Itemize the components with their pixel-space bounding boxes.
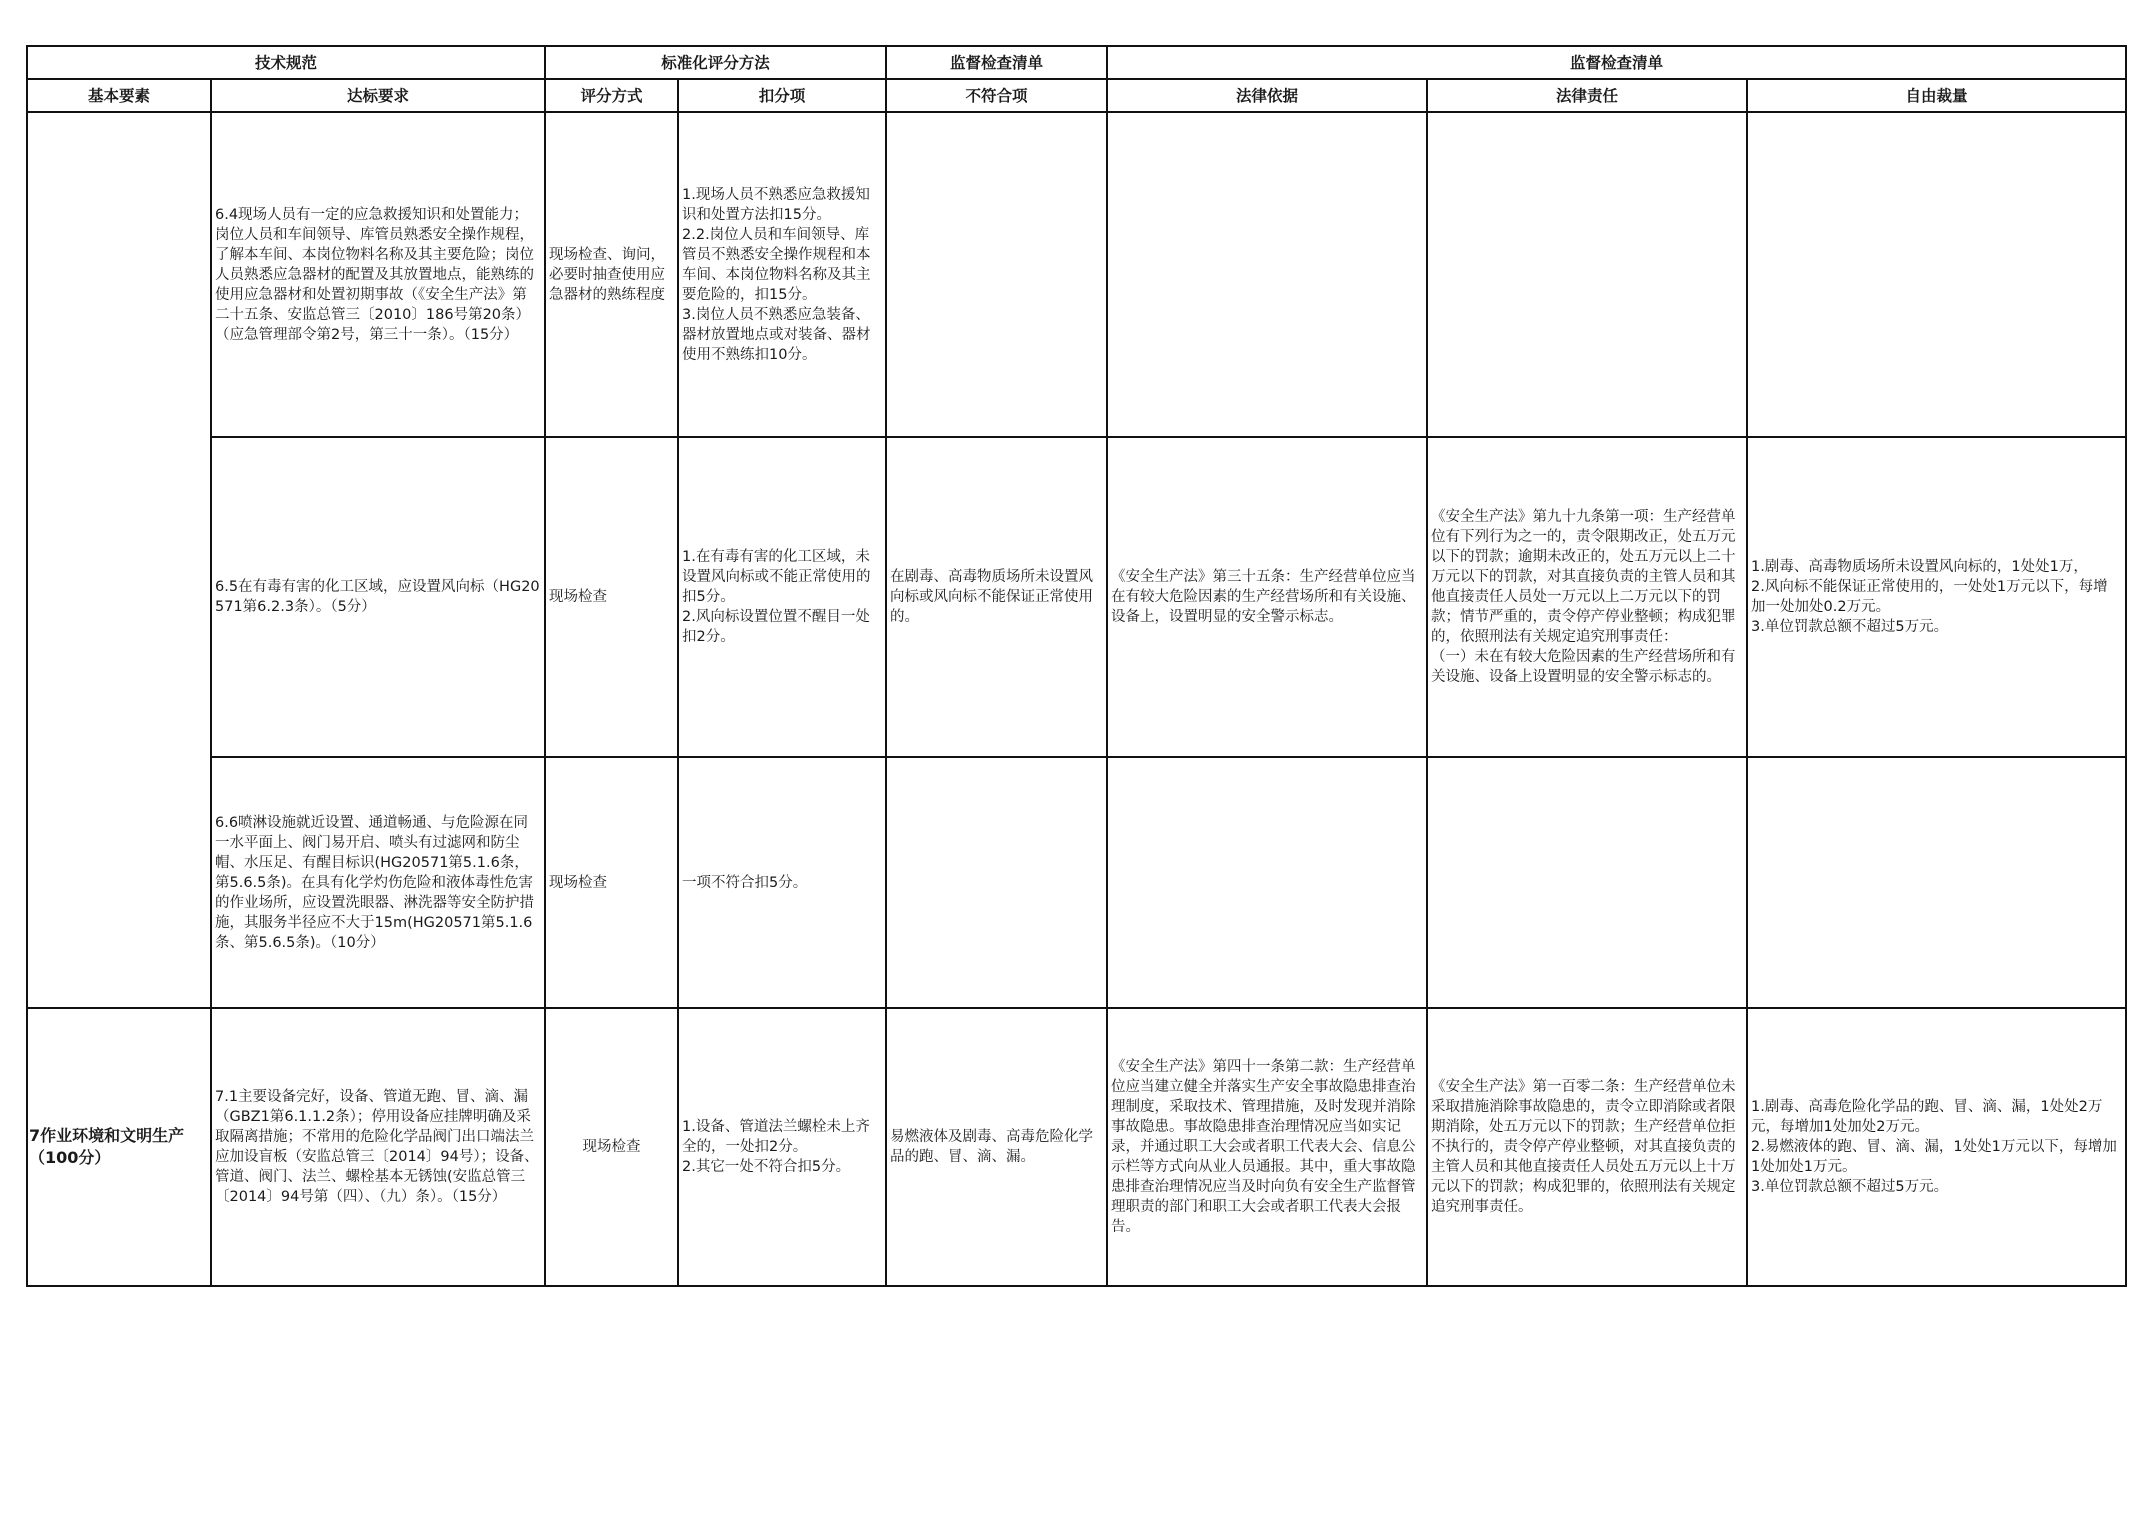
liability-cell: 《安全生产法》第一百零二条：生产经营单位未采取措施消除事故隐患的，责令立即消除或者限期消除，处五万元以下的罚款；生产经营单位拒不执行的，责令停产停业整顿，对其直接负责的主管人员和其他直接责任人员处五万元以上十万元以下的罚款；构成犯罪的，依照刑法有关规定追究刑事责任。 [1427, 1008, 1747, 1286]
col-header-discretion: 自由裁量 [1747, 79, 2126, 112]
element-cell: 7作业环境和文明生产（100分） [27, 1008, 211, 1286]
column-header-row [27, 79, 2126, 112]
group-header-scoring-method: 标准化评分方法 [545, 46, 886, 79]
deduction-cell: 1.在有毒有害的化工区域，未设置风向标或不能正常使用的扣5分。 2.风向标设置位置不醒目一处扣2分。 [678, 437, 886, 757]
table-row [27, 1008, 2126, 1286]
discretion-cell [1747, 112, 2126, 437]
liability-cell [1427, 757, 1747, 1008]
legal-basis-cell [1107, 757, 1427, 1008]
table-row [27, 437, 2126, 757]
discretion-cell: 1.剧毒、高毒危险化学品的跑、冒、滴、漏，1处处2万元，每增加1处加处2万元。 2.易燃液体的跑、冒、滴、漏，1处处1万元以下，每增加1处加处1万元。 3.单位罚款总额不超过5万元。 [1747, 1008, 2126, 1286]
deduction-cell: 1.现场人员不熟悉应急救援知识和处置方法扣15分。 2.2.岗位人员和车间领导、库管员不熟悉安全操作规程和本车间、本岗位物料名称及其主要危险的，扣15分。 3.岗位人员不熟悉应急装备、器材放置地点或对装备、器材使用不熟练扣10分。 [678, 112, 886, 437]
col-header-legal-basis: 法律依据 [1107, 79, 1427, 112]
col-header-deduction: 扣分项 [678, 79, 886, 112]
legal-basis-cell: 《安全生产法》第三十五条：生产经营单位应当在有较大危险因素的生产经营场所和有关设施、设备上，设置明显的安全警示标志。 [1107, 437, 1427, 757]
inspection-table-sheet [26, 45, 2125, 1287]
element-cell-empty [27, 112, 211, 1008]
method-cell: 现场检查 [545, 757, 678, 1008]
discretion-cell: 1.剧毒、高毒物质场所未设置风向标的，1处处1万， 2.风向标不能保证正常使用的，一处处1万元以下，每增加一处加处0.2万元。 3.单位罚款总额不超过5万元。 [1747, 437, 2126, 757]
header-group-row [27, 46, 2126, 79]
liability-cell: 《安全生产法》第九十九条第一项：生产经营单位有下列行为之一的，责令限期改正，处五万元以下的罚款；逾期未改正的，处五万元以上二十万元以下的罚款，对其直接负责的主管人员和其他直接责任人员处一万元以上二万元以下的罚款；情节严重的，责令停产停业整顿；构成犯罪的，依照刑法有关规定追究刑事责任： （一）未在有较大危险因素的生产经营场所和有关设施、设备上设置明显的安全警示标志的。 [1427, 437, 1747, 757]
deduction-cell: 一项不符合扣5分。 [678, 757, 886, 1008]
requirement-cell: 7.1主要设备完好，设备、管道无跑、冒、滴、漏（GBZ1第6.1.1.2条）；停用设备应挂牌明确及采取隔离措施；不常用的危险化学品阀门出口端法兰应加设盲板（安监总管三〔2014〕94号）；设备、管道、阀门、法兰、螺栓基本无锈蚀(安监总管三〔2014〕94号第（四）、（九）条）。（15分） [211, 1008, 545, 1286]
nonconformity-cell [886, 112, 1107, 437]
col-header-requirement: 达标要求 [211, 79, 545, 112]
discretion-cell [1747, 757, 2126, 1008]
legal-basis-cell [1107, 112, 1427, 437]
nonconformity-cell: 在剧毒、高毒物质场所未设置风向标或风向标不能保证正常使用的。 [886, 437, 1107, 757]
requirement-cell: 6.6喷淋设施就近设置、通道畅通、与危险源在同一水平面上、阀门易开启、喷头有过滤网和防尘帽、水压足、有醒目标识(HG20571第5.1.6条，第5.6.5条)。在具有化学灼伤危险和液体毒性危害的作业场所，应设置洗眼器、淋洗器等安全防护措施，其服务半径应不大于15m(HG20571第5.1.6条、第5.6.5条)。（10分） [211, 757, 545, 1008]
col-header-nonconformity: 不符合项 [886, 79, 1107, 112]
table-row [27, 757, 2126, 1008]
legal-basis-cell: 《安全生产法》第四十一条第二款：生产经营单位应当建立健全并落实生产安全事故隐患排查治理制度，采取技术、管理措施，及时发现并消除事故隐患。事故隐患排查治理情况应当如实记录，并通过职工大会或者职工代表大会、信息公示栏等方式向从业人员通报。其中，重大事故隐患排查治理情况应当及时向负有安全生产监督管理职责的部门和职工大会或者职工代表大会报告。 [1107, 1008, 1427, 1286]
requirement-cell: 6.4现场人员有一定的应急救援知识和处置能力；岗位人员和车间领导、库管员熟悉安全操作规程，了解本车间、本岗位物料名称及其主要危险；岗位人员熟悉应急器材的配置及其放置地点，能熟练的使用应急器材和处置初期事故（《安全生产法》第二十五条、安监总管三〔2010〕186号第20条）（应急管理部令第2号，第三十一条）。（15分） [211, 112, 545, 437]
method-cell: 现场检查 [545, 437, 678, 757]
group-header-inspection-list: 监督检查清单 [886, 46, 1107, 79]
requirement-cell: 6.5在有毒有害的化工区域，应设置风向标（HG20571第6.2.3条）。（5分） [211, 437, 545, 757]
group-header-tech-spec: 技术规范 [27, 46, 545, 79]
nonconformity-cell: 易燃液体及剧毒、高毒危险化学品的跑、冒、滴、漏。 [886, 1008, 1107, 1286]
liability-cell [1427, 112, 1747, 437]
method-cell: 现场检查、询问，必要时抽查使用应急器材的熟练程度 [545, 112, 678, 437]
col-header-liability: 法律责任 [1427, 79, 1747, 112]
group-header-inspection-list-2: 监督检查清单 [1107, 46, 2126, 79]
nonconformity-cell [886, 757, 1107, 1008]
table-row [27, 112, 2126, 437]
standard-inspection-table [26, 45, 2127, 1287]
col-header-method: 评分方式 [545, 79, 678, 112]
col-header-element: 基本要素 [27, 79, 211, 112]
method-cell: 现场检查 [545, 1008, 678, 1286]
deduction-cell: 1.设备、管道法兰螺栓未上齐全的，一处扣2分。 2.其它一处不符合扣5分。 [678, 1008, 886, 1286]
